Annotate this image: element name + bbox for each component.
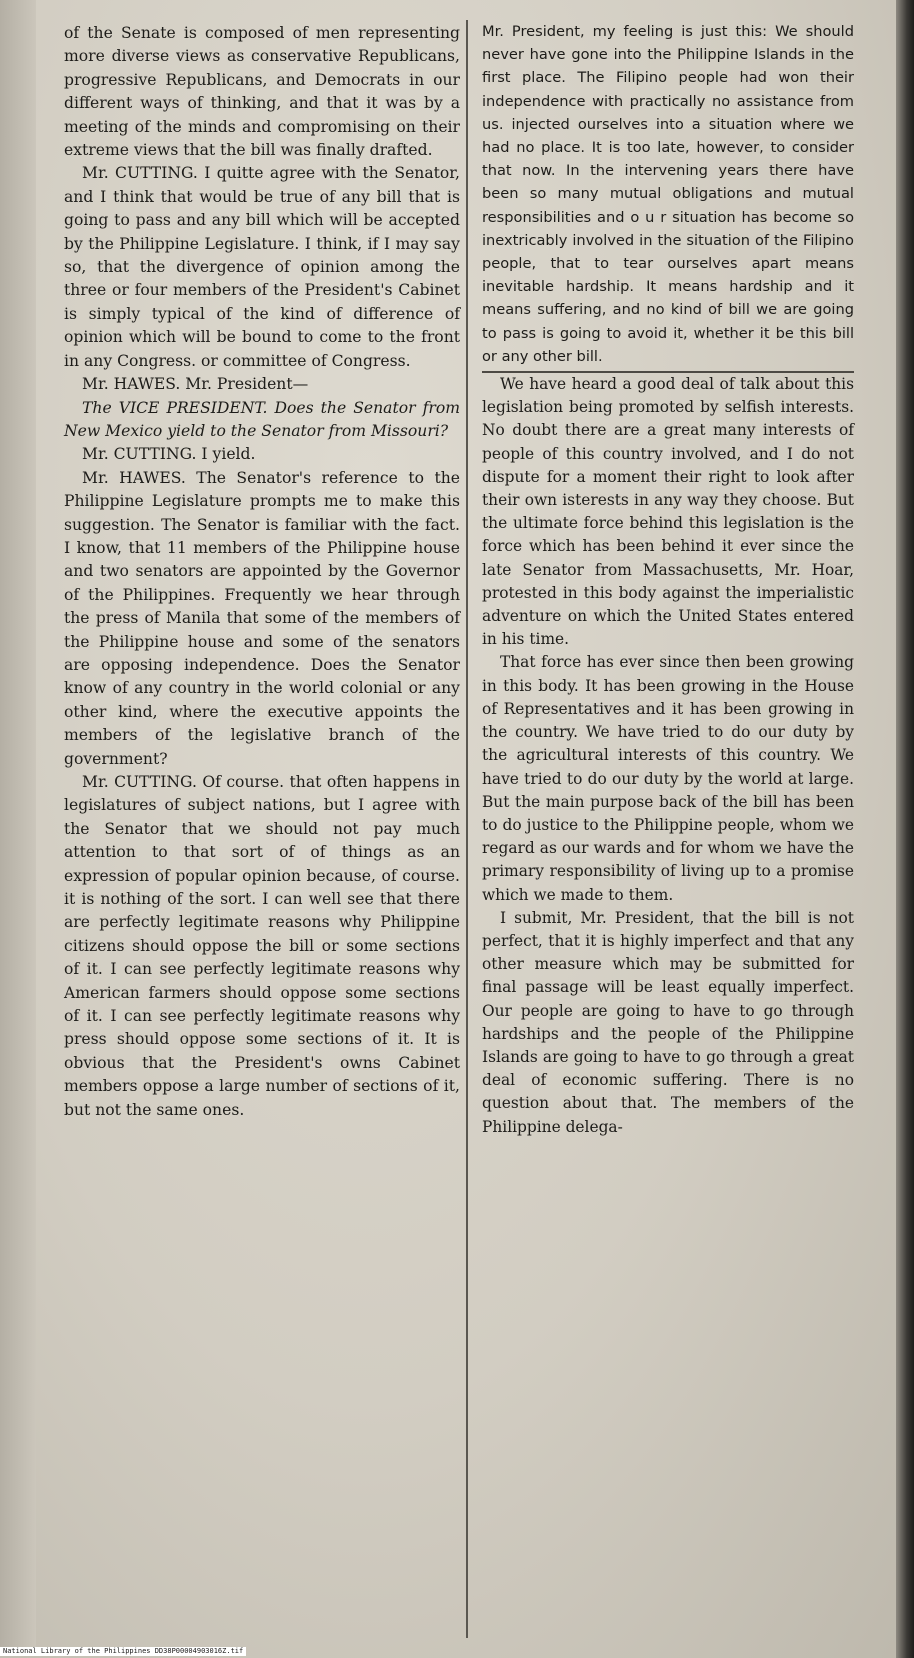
paragraph: Mr. CUTTING. I yield. — [82, 445, 256, 464]
paragraph: of the Senate is composed of men representing more diverse views as conservative Republicans, progressive Republicans, and Democrats in our different ways of thinking, and that it was by a meeting of the minds and compromising on their extreme views that the bill was finally drafted. — [64, 24, 460, 160]
paragraph: Mr. HAWES. Mr. President— — [82, 375, 309, 394]
right-text-column — [474, 20, 860, 1638]
left-text-column — [58, 20, 468, 1638]
paragraph: That force has ever since then been growing in this body. It has been growing in the House of Representatives and it has been growing in the country. We have tried to do our duty by the agricultural interests of this country. We have tried to do our duty by the world at large. But the main purpose back of the bill has been to do justice to the Philippine people, whom we regard as our wards and for whom we have the primary responsibility of living up to a promise which we made to them. — [482, 653, 854, 904]
page-left-margin — [0, 0, 36, 1650]
paragraph: Mr. HAWES. The Senator's reference to the Philippine Legislature prompts me to make this suggestion. The Senator is familiar with the fact. I know, that 11 members of the Philippine house and two senators are appointed by the Governor of the Philippines. Frequently we hear through the press of Manila that some of the members of the Philippine house and some of the senators are opposing independence. Does the Senator know of any country in the world colonial or any other kind, where the executive appoints the members of the legislative branch of the government? — [64, 468, 460, 768]
book-spine-edge — [896, 0, 914, 1658]
paragraph: The VICE PRESIDENT. Does the Senator from New Mexico yield to the Senator from Missouri? — [64, 398, 460, 440]
scan-filename-label: National Library of the Philippines DD38P00004903016Z.tif — [0, 1647, 246, 1656]
boxed-paragraph: Mr. President, my feeling is just this: We should never have gone into the Philippine Islands in the first place. The Filipino people had won their independence with practically no assistance from us. injected ourselves into a situation where we had no place. It is too late, however, to consider that now. In the intervening years there have been so many mutual obligations and mutual responsibilities and o u r situation has become so inextricably involved in the situation of the Filipino people, that to tear ourselves apart means inevitable hardship. It means hardship and it means suffering, and no kind of bill we are going to pass is going to avoid it, whether it be this bill or any other bill. — [482, 20, 854, 373]
paragraph: Mr. CUTTING. Of course. that often happens in legislatures of subject nations, but I agree with the Senator that we should not pay much attention to that sort of of things as an expression of popular opinion because, of course. it is nothing of the sort. I can well see that there are perfectly legitimate reasons why Philippine citizens should oppose the bill or some sections of it. I can see perfectly legitimate reasons why American farmers should oppose some sections of it. I can see perfectly legitimate reasons why press should oppose some sections of it. It is obvious that the President's owns Cabinet members oppose a large number of sections of it, but not the same ones. — [64, 773, 460, 1119]
paragraph: Mr. CUTTING. I quitte agree with the Senator, and I think that would be true of any bill that is going to pass and any bill which will be accepted by the Philippine Legislature. I think, if I may say so, that the divergence of opinion among the three or four members of the President's Cabinet is simply typical of the kind of difference of opinion which will be bound to come to the front in any Congress. or committee of Congress. — [64, 164, 460, 370]
paragraph: We have heard a good deal of talk about this legislation being promoted by selfish interests. No doubt there are a great many interests of people of this country involved, and I do not dispute for a moment their right to look after their own isterests in any way they choose. But the ultimate force behind this legislation is the force which has been behind it ever since the late Senator from Massachusetts, Mr. Hoar, protested in this body against the imperialistic adventure on which the United States entered in his time. — [482, 375, 854, 649]
paragraph: I submit, Mr. President, that the bill is not perfect, that it is highly imperfect and that any other measure which may be submitted for final passage will be least equally imperfect. Our people are going to have to go through hardships and the people of the Philippine Islands are going to have to go through a great deal of economic suffering. There is no question about that. The members of the Philippine delega- — [482, 908, 854, 1136]
